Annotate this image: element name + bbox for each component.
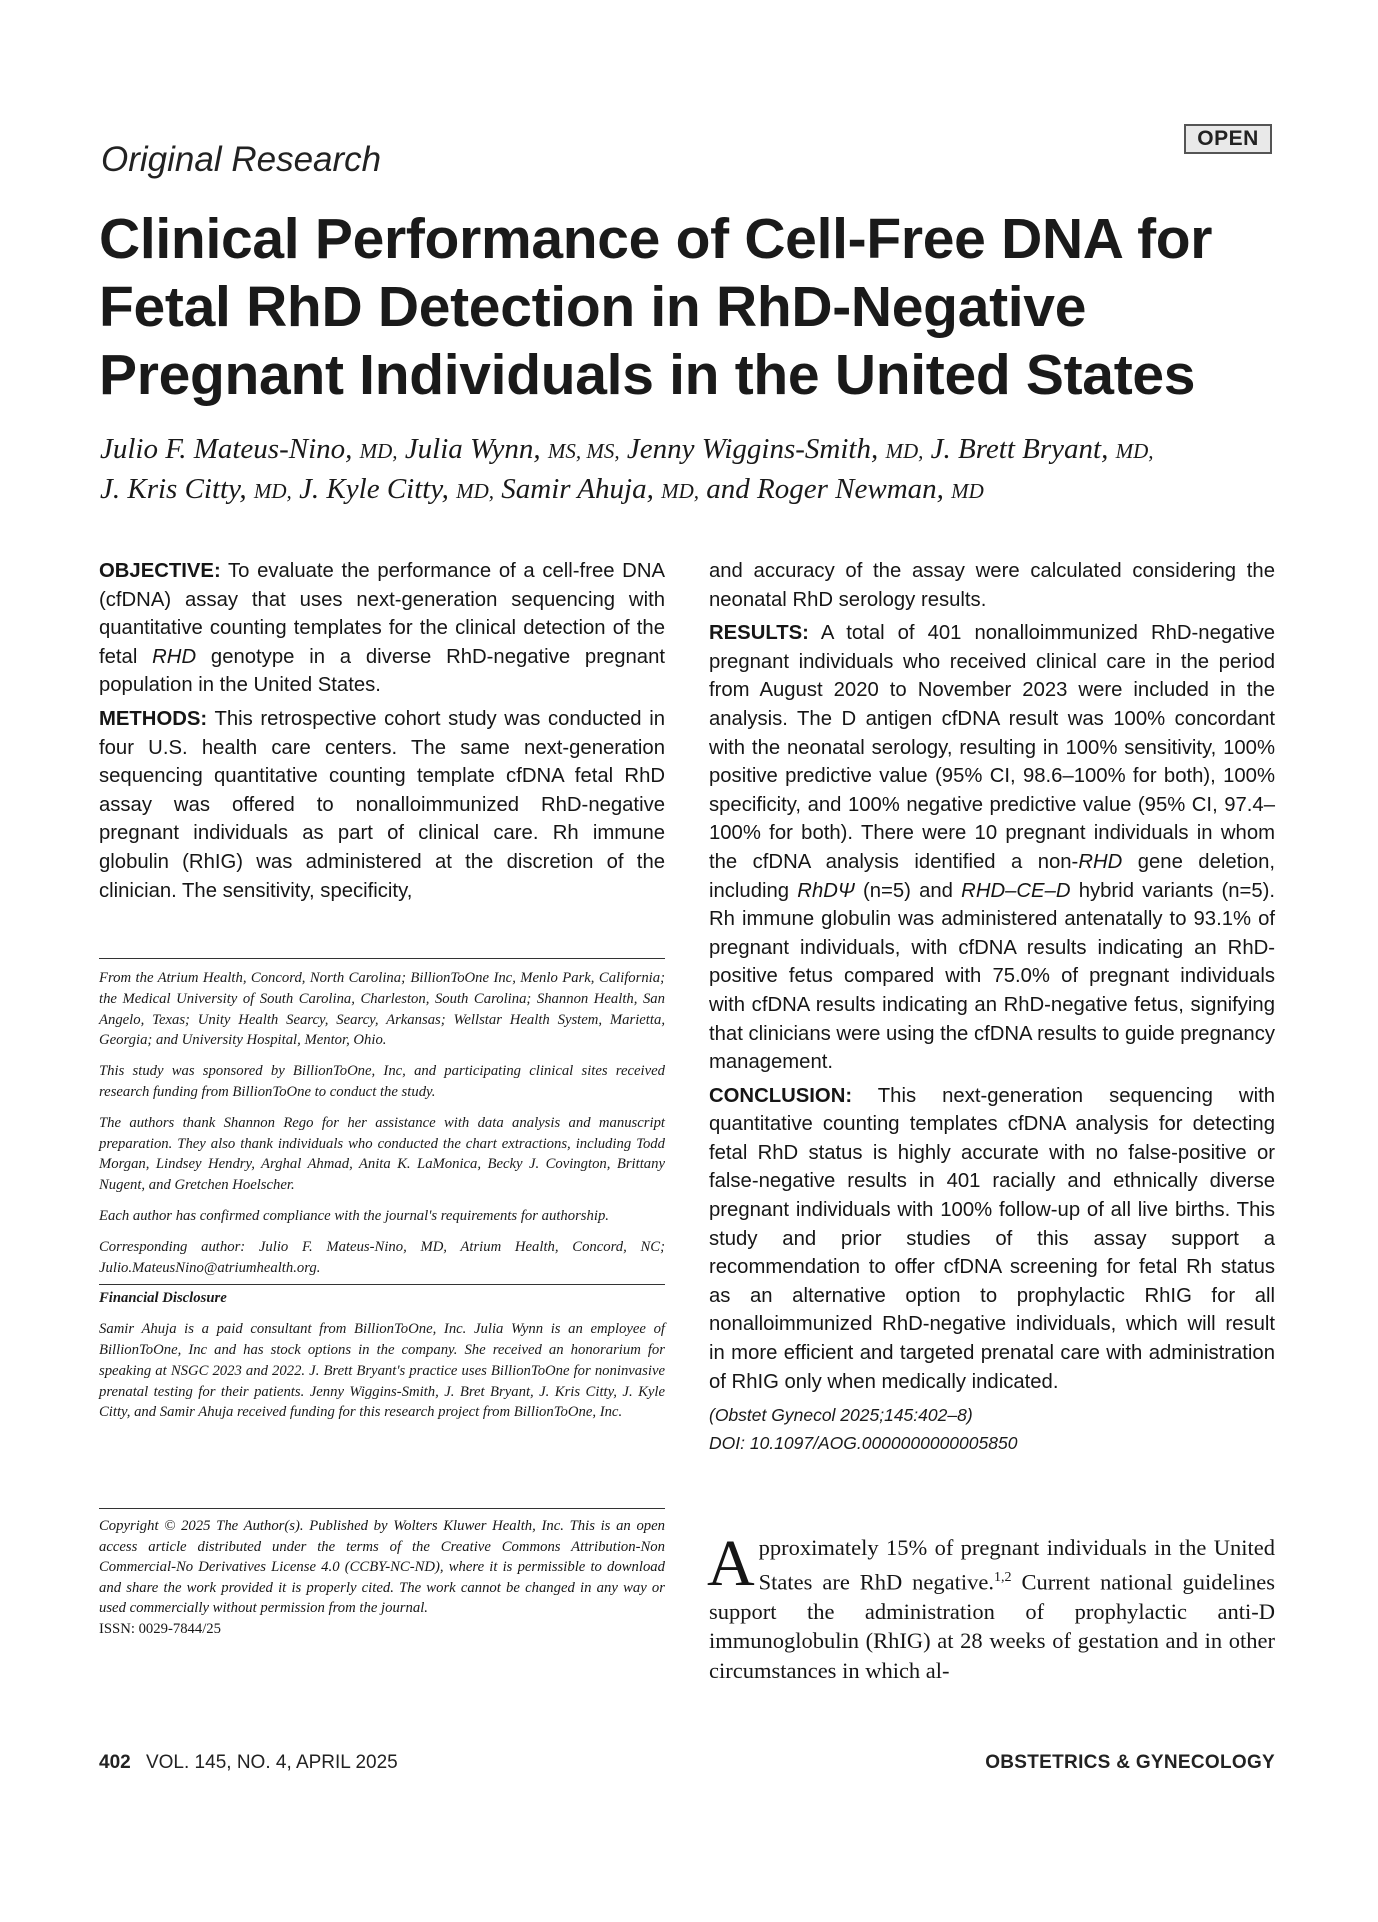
methods-label: METHODS: (99, 707, 208, 730)
author-line (100, 430, 1300, 470)
author-degree: MS, MS, (547, 439, 620, 463)
author-degree: MD, (661, 479, 700, 503)
gene-name: RhDΨ (797, 879, 855, 902)
corresponding-author: Corresponding author: Julio F. Mateus-Nino, MD, Atrium Health, Concord, NC; Julio.MateusNino@atriumhealth.org. (99, 1238, 665, 1276)
author-name: and Roger Newman, (706, 473, 944, 505)
author-name: Julia Wynn, (404, 433, 541, 465)
author-degree: MD, (885, 439, 924, 463)
author-degree: MD, (456, 479, 495, 503)
objective-label: OBJECTIVE: (99, 560, 221, 582)
author-list (100, 430, 1300, 510)
article-title (99, 205, 1299, 409)
compliance-note: Each author has confirmed compliance with the journal's requirements for authorship. (99, 1207, 609, 1224)
author-line (100, 470, 1300, 510)
results-label: RESULTS: (709, 622, 809, 645)
title-line: Fetal RhD Detection in RhD-Negative (99, 275, 1087, 339)
open-access-badge: OPEN (1184, 124, 1272, 154)
abstract-left-column (99, 557, 665, 910)
gene-name: RHD (1078, 850, 1123, 873)
author-name: J. Kyle Citty, (299, 473, 449, 505)
title-line: Clinical Performance of Cell-Free DNA for (99, 207, 1213, 271)
abstract-methods: METHODS: This retrospective cohort study was conducted in four U.S. health care centers. The same next-generation sequencing quantitative counting template cfDNA fetal RhD assay was offered to nonalloimmunized RhD-negative pregnant individuals as part of clinical care. Rh immune globulin (RhIG) was administered at the discretion of the clinician. The sensitivity, specificity, (99, 707, 665, 902)
sponsor-note: This study was sponsored by BillionToOne, Inc, and participating clinical sites received research funding from BillionToOne to conduct the study. (99, 1063, 665, 1100)
author-name: Julio F. Mateus-Nino, (100, 433, 353, 465)
author-degree: MD, (359, 439, 398, 463)
acknowledgments: The authors thank Shannon Rego for her assistance with data analysis and manuscript preparation. They also thank individuals who conducted the chart extractions, including Todd Morgan, Lindsey Hendry, Arghal Ahmad, Anita K. LaMonica, Becky J. Covington, Brittany Nugent, and Gretchen Hoelscher. (99, 1114, 665, 1194)
author-degree: MD, (1115, 439, 1154, 463)
reference-citation[interactable]: 1,2 (994, 1569, 1012, 1585)
issue-info: VOL. 145, NO. 4, APRIL 2025 (145, 1752, 398, 1773)
author-name: Samir Ahuja, (501, 473, 654, 505)
footnote-divider (99, 958, 665, 959)
gene-name: RHD–CE–D (961, 879, 1071, 902)
section-label: Original Research (101, 140, 382, 179)
footnotes (99, 968, 665, 1433)
abstract-methods-continued: and accuracy of the assay were calculated considering the neonatal RhD serology results. (709, 560, 1275, 611)
author-degree: MD, (253, 479, 292, 503)
intro-paragraph: Approximately 15% of pregnant individuals in the United States are RhD negative.$^{1,2}$ Current national guidelines support the administration of prophylactic anti-D immunoglobulin (RhIG) at 28 weeks of gestation and in other circumstances in which al- (707, 1527, 1275, 1683)
copyright-notice: Copyright © 2025 The Author(s). Published by Wolters Kluwer Health, Inc. This is an open access article distributed under the terms of the Creative Commons Attribution-Non Commercial-No Derivatives License 4.0 (CCBY-NC-ND), where it is permissible to download and share the work provided it is properly cited. The work cannot be changed in any way or used commercially without permission from the journal. (99, 1518, 665, 1617)
journal-citation: (Obstet Gynecol 2025;145:402–8) (709, 1405, 973, 1426)
financial-divider (99, 1284, 665, 1285)
journal-name: OBSTETRICS & GYNECOLOGY (985, 1752, 1275, 1773)
abstract-right-column (709, 557, 1275, 1457)
abstract-conclusion: CONCLUSION: This next-generation sequencing with quantitative counting templates cfDNA analysis for detecting fetal RhD status is highly accurate with no false-positive or false-negative results in 401 racially and ethnically diverse pregnant individuals with 100% follow-up of all live births. This study and prior studies of this assay support a recommendation to offer cfDNA screening for fetal Rh status as an alternative option to prophylactic RhIG for all nonalloimmunized RhD-negative individuals, which will result in more efficient and targeted prenatal care with administration of RhIG only when medically indicated. (709, 1084, 1275, 1393)
drop-cap: A (707, 1527, 755, 1600)
financial-heading: Financial Disclosure (99, 1290, 227, 1307)
abstract-objective: OBJECTIVE: To evaluate the performance of a cell-free DNA (cfDNA) assay that uses next-generation sequencing with quantitative counting templates for the clinical detection of the fetal RHD genotype in a diverse RhD-negative pregnant population in the United States. (99, 560, 665, 697)
page-number: 402 (99, 1752, 131, 1773)
author-name: J. Kris Citty, (100, 473, 247, 505)
title-line: Pregnant Individuals in the United States (99, 343, 1196, 407)
author-name: Jenny Wiggins-Smith, (626, 433, 879, 465)
author-degree: MD (951, 479, 984, 503)
page-footer (99, 1752, 1275, 1780)
copyright-block (99, 1516, 665, 1640)
doi[interactable]: DOI: 10.1097/AOG.0000000000005850 (709, 1433, 1018, 1454)
conclusion-label: CONCLUSION: (709, 1084, 853, 1107)
issn: ISSN: 0029-7844/25 (99, 1620, 221, 1637)
affiliations: From the Atrium Health, Concord, North Carolina; BillionToOne Inc, Menlo Park, California; the Medical University of South Carolina, Charleston, South Carolina; Shannon Health, San Angelo, Texas; Unity Health Searcy, Searcy, Arkansas; Wellstar Health System, Marietta, Georgia; and University Hospital, Mentor, Ohio. (99, 970, 665, 1049)
gene-name: RHD (152, 645, 197, 668)
abstract-results: RESULTS: A total of 401 nonalloimmunized RhD-negative pregnant individuals who received clinical care in the period from August 2020 to November 2023 were included in the analysis. The D antigen cfDNA result was 100% concordant with the neonatal serology, resulting in 100% sensitivity, 100% positive predictive value (95% CI, 98.6–100% for both), 100% specificity, and 100% negative predictive value (95% CI, 97.4–100% for both). There were 10 pregnant individuals in whom the cfDNA analysis identified a non-RHD gene deletion, including RhDΨ (n=5) and RHD–CE–D hybrid variants (n=5). Rh immune globulin was administered antenatally to 93.1% of pregnant individuals, with cfDNA results indicating an RhD-positive fetus compared with 75.0% of pregnant individuals with cfDNA results indicating an RhD-negative fetus, signifying that clinicians were using the cfDNA results to guide pregnancy management. (709, 622, 1275, 1074)
copyright-divider (99, 1508, 665, 1509)
author-name: J. Brett Bryant, (930, 433, 1109, 465)
financial-disclosure: Samir Ahuja is a paid consultant from BillionToOne, Inc. Julia Wynn is an employee of BillionToOne, Inc and has stock options in the company. She received an honorarium for speaking at NSGC 2023 and 2022. J. Brett Bryant's practice uses BillionToOne for noninvasive prenatal testing for their patients. Jenny Wiggins-Smith, J. Bret Bryant, J. Kris Citty, J. Kyle Citty, and Samir Ahuja received funding for this research project from BillionToOne, Inc. (99, 1321, 665, 1421)
body-introduction (707, 1527, 1275, 1685)
